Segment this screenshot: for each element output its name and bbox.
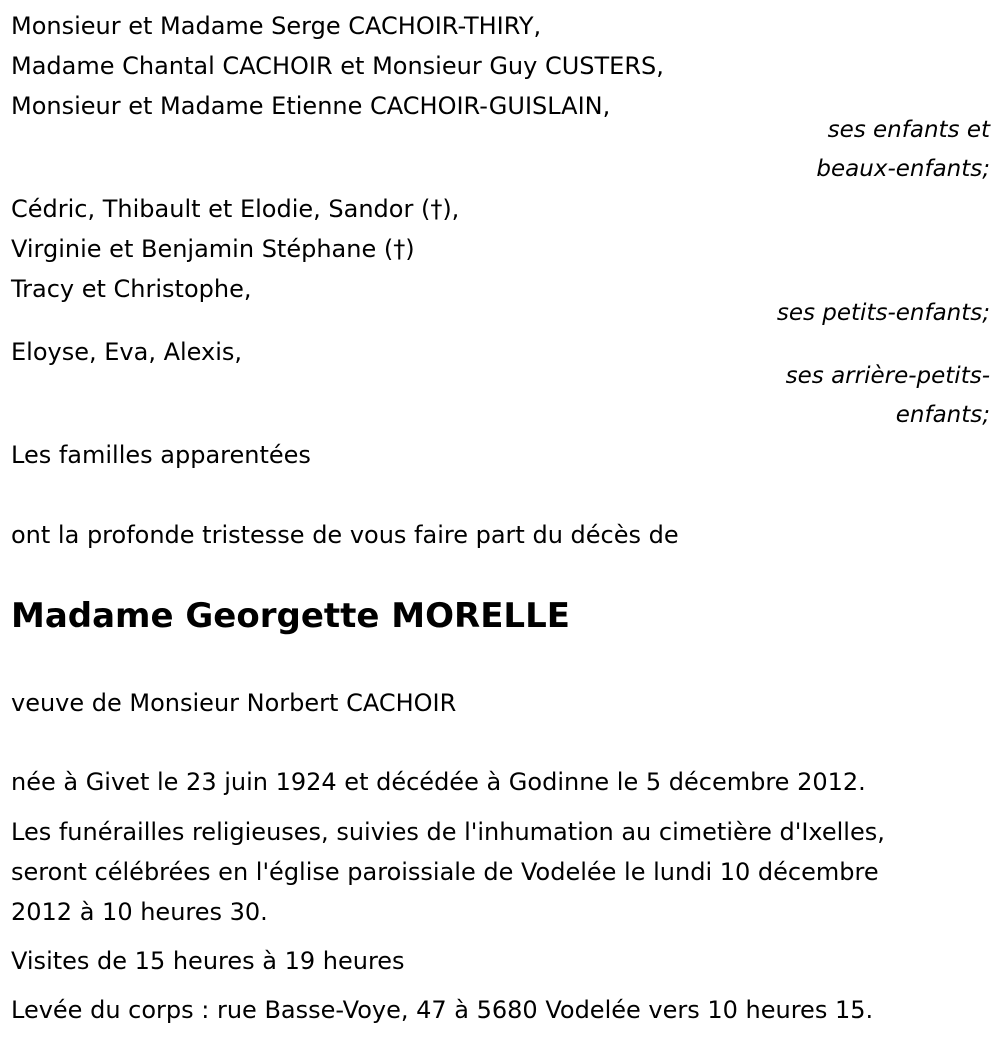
great-grandchildren-role-line-2: enfants;	[895, 402, 990, 428]
body-removal-line: Levée du corps : rue Basse-Voye, 47 à 5680 Vodelée vers 10 heures 15.	[11, 996, 874, 1024]
widow-of-line: veuve de Monsieur Norbert CACHOIR	[11, 689, 457, 717]
birth-death-line: née à Givet le 23 juin 1924 et décédée à Godinne le 5 décembre 2012.	[11, 768, 866, 796]
deceased-name: Madame Georgette MORELLE	[11, 596, 570, 636]
children-role-line-2: beaux-enfants;	[816, 156, 990, 182]
grandchildren-role: ses petits-enfants;	[776, 300, 990, 326]
children-line-1: Monsieur et Madame Serge CACHOIR-THIRY,	[11, 12, 542, 40]
visits-line: Visites de 15 heures à 19 heures	[11, 947, 405, 975]
funeral-line-3: 2012 à 10 heures 30.	[11, 898, 268, 926]
announcement-line: ont la profonde tristesse de vous faire part du décès de	[11, 521, 679, 549]
funeral-line-1: Les funérailles religieuses, suivies de l'inhumation au cimetière d'Ixelles,	[11, 818, 885, 846]
children-role-line-1: ses enfants et	[827, 117, 990, 143]
grandchildren-line-1: Cédric, Thibault et Elodie, Sandor (†),	[11, 195, 460, 223]
families-line: Les familles apparentées	[11, 441, 311, 469]
great-grandchildren-role-line-1: ses arrière-petits-	[785, 363, 990, 389]
great-grandchildren-line: Eloyse, Eva, Alexis,	[11, 338, 243, 366]
children-line-3: Monsieur et Madame Etienne CACHOIR-GUISLAIN,	[11, 92, 611, 120]
grandchildren-line-2: Virginie et Benjamin Stéphane (†)	[11, 235, 415, 263]
grandchildren-line-3: Tracy et Christophe,	[11, 275, 252, 303]
funeral-line-2: seront célébrées en l'église paroissiale de Vodelée le lundi 10 décembre	[11, 858, 879, 886]
children-line-2: Madame Chantal CACHOIR et Monsieur Guy CUSTERS,	[11, 52, 664, 80]
